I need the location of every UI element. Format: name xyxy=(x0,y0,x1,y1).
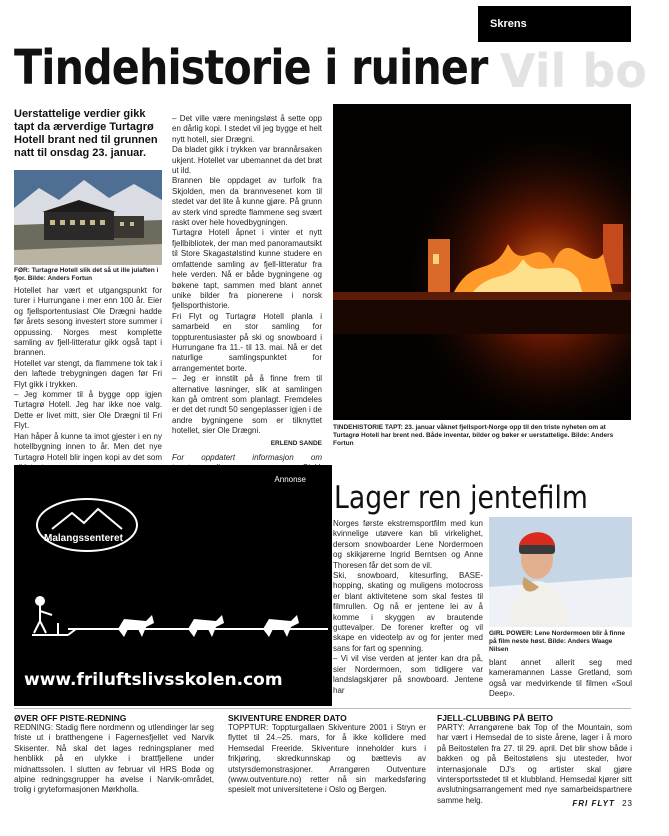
lead-paragraph: Uerstattelige verdier gikk tapt da ærverdige Turtagrø Hotell brant ned til grunnen natt til onsdag 23. januar. xyxy=(14,108,158,159)
lager-headline: Lager ren jentefilm xyxy=(334,480,588,516)
article-paragraph: Da bladet gikk i trykken var brannårsaken ukjent. Hotellet var ubemannet da det brøt ut ild. xyxy=(172,145,322,176)
dog-sled-icon xyxy=(28,593,328,643)
fire-photo-caption: TINDEHISTORIE TAPT: 23. januar våknet fjellsport-Norge opp til den triste nyheten om at Turtagrø Hotell har brent ned. Både inventar, bilder og bøker er uerstattelige. Bilde: Anders Fortun xyxy=(333,424,614,447)
ad-url-link[interactable]: www.friluftslivsskolen.com xyxy=(24,670,283,690)
brief-title: ØVER OFF PISTE-REDNING xyxy=(14,713,127,723)
page-number: 23 xyxy=(622,799,633,808)
article-column-2 xyxy=(172,114,322,484)
hotel-photo xyxy=(14,170,162,265)
article-paragraph: – Vi vil vise verden at jenter kan dra på, sier Nordermoen, som tidligere var landslagskjører på snowboard. Jentene har xyxy=(333,654,483,695)
article-paragraph: – Jeg er innstilt på å finne frem til alternative løsninger, slik at samlingen kan gå omtrent som planlagt. Fremdeles er det det rundt 50 sengeplasser igjen i de andre bygningene som er tilknyttet hotellet, sier Ole Drægni. xyxy=(172,374,322,436)
article-paragraph: Hotellet har vært et utgangspunkt for turer i Hurrungane i mer enn 100 år. Eier og fjellsportentusiast Ole Drægni hadde før årets sesong investert store summer i oppussing. Norges mest komplette samling av fjell-litteratur gikk også tapt i brannen. xyxy=(14,286,162,358)
hotel-photo-caption: FØR: Turtagrø Hotell slik det så ut ille julaften i fjor. Bilde: Anders Fortun xyxy=(14,267,159,282)
fire-photo xyxy=(333,104,631,420)
article-paragraph: Norges første ekstremsportfilm med kun kvinnelige utøvere kan bli virkelighet, dersom snowboarder Lene Nordermoen og skikjørerne Ingrid Berntsen og Anne Thoresen får det som de vil. xyxy=(333,519,483,570)
brief-title: SKIVENTURE ENDRER DATO xyxy=(228,713,347,723)
lager-column-2: blant annet allerit seg med kameramannen Lasse Gretland, som også var medvirkende til filmen «Soul Deep». xyxy=(489,658,632,699)
brief-title: FJELL-CLUBBING PÅ BEITO xyxy=(437,713,554,723)
footer-brand: FRI FLYT xyxy=(572,799,615,808)
ad-label: Annonse xyxy=(274,475,306,484)
author-byline: ERLEND SANDE xyxy=(270,439,322,447)
article-paragraph: Turtagrø Hotell åpnet i vinter et nytt fjellbibliotek, der man med panoramautsikt til Store Skagastølstind kunne studere en omfattende samling av fjell-litteratur fra hele verden. Nå er både bygningene og bøkene tapt, sammen med blant annet unike bilder fra pionerene i norsk fjellsporthistorie. xyxy=(172,228,322,311)
page-footer xyxy=(572,799,633,808)
advertisement[interactable] xyxy=(14,465,332,706)
brief-text: PARTY: Arrangørene bak Top of the Mountain, som har vært i Hemsedal de to siste årene, lager i å moro på Beitostølen fra 27. til 29. april. Det blir show både i bakken og på Beitostølens sju utesteder, hvor internasjonale DJ's og artister skal gjøre vintersportsstedet til et klubbland. Hemsedal kjører sitt avslutningsarrangement med nye samarbeidspartnere samme helg. xyxy=(437,723,632,805)
article-column-1 xyxy=(14,286,162,473)
divider xyxy=(14,708,631,709)
brief-3 xyxy=(437,713,632,806)
brief-1 xyxy=(14,713,214,796)
girl-photo-caption: GIRL POWER: Lene Nordermoen blir å finne på film neste høst. Bilde: Anders Waage Nilsen xyxy=(489,630,626,653)
info-note: For oppdatert informasjon om xyxy=(172,453,322,462)
brief-text: TOPPTUR: Toppturgallaen Skiventure 2001 i Stryn er flyttet til 24.–25. mars, for å ikke kollidere med Hemsedal Freeride. Skiventure inneholder kurs i frikjøring, skredkunnskap og bættevis av utstyrsdemonstrasjoner. Arrangøren Outventure (www.outventure.no) retter nå sin markedsføring spesielt mot universitetene i Oslo og Bergen. xyxy=(228,723,426,795)
article-paragraph: Fri Flyt og Turtagrø Hotell planla i samarbeid en stor samling for toppturentusiaster på ski og snowboard i Hurrungane fra 11.- til 13. mai. Nå er det naturlige samlingspunktet for arrangementet borte. xyxy=(172,311,322,373)
article-paragraph: Brannen ble oppdaget av turfolk fra Skjolden, men da brannvesenet kom til stedet var det lite å kunne gjøre. På grunn av sterk vind spredte flammene seg svært raskt over hele hovedbygningen. xyxy=(172,176,322,228)
lager-column-1 xyxy=(333,519,483,696)
fire-photo-illustration xyxy=(333,104,631,420)
article-paragraph: Ski, snowboard, kitesurfing, BASE-hopping, skating og muligens motocross er blant aktivitetene som skal festes til filmrullen. Og nå er jentene lei av å komme i skyggen av brautende guttevalper. De forener krefter og vil skape en videotelp av og for jenter med sans for fart og spenning. xyxy=(333,571,483,653)
girl-photo-illustration xyxy=(489,517,632,627)
hotel-photo-illustration xyxy=(14,170,162,265)
article-paragraph: Han håper å kunne ta imot gjester i en ny hotellbygning innen to år. Men det nye Turtagrø Hotell blir ingen kopi av det som xyxy=(14,431,162,462)
mountain-logo-icon xyxy=(32,495,142,555)
girl-photo xyxy=(489,517,632,627)
article-paragraph: – Det ville være meningsløst å sette opp en dårlig kopi. I stedet vil jeg bygge et helt nytt hotell, sier Drægni. xyxy=(172,114,322,144)
article-paragraph: – Jeg kommer til å bygge opp igjen Turtagrø Hotell. Jeg har ikke noe valg. Dette er livet mitt, sier Ole Drægni til Fri Flyt. xyxy=(14,390,162,431)
section-tag: Skrens xyxy=(478,6,631,42)
brief-2 xyxy=(228,713,426,796)
article-paragraph: Hotellet var stengt, da flammene tok tak i den laftede trebygningen dagen før Fri Flyt gikk i trykken. xyxy=(14,358,162,389)
brief-text: REDNING: Stadig flere nordmenn og utlendinger lar seg friste ut i bratthengene i Fagernesfjellet ved Narvik Skisenter. Nå skal det lages redningsplaner med henblikk på en ulykke i brattfjellene under midnattssolen. I slutten av februar vil HRS Bodø og alpine redningsgrupper ha øvelse i Narvik-området, trolig i gryteformasjonen Mørkholla. xyxy=(14,723,214,795)
background-ghost-headline: Vil bo xyxy=(500,44,647,98)
headline: Tindehistorie i ruiner xyxy=(14,40,488,96)
ad-brand: Malangssenteret xyxy=(44,533,123,544)
